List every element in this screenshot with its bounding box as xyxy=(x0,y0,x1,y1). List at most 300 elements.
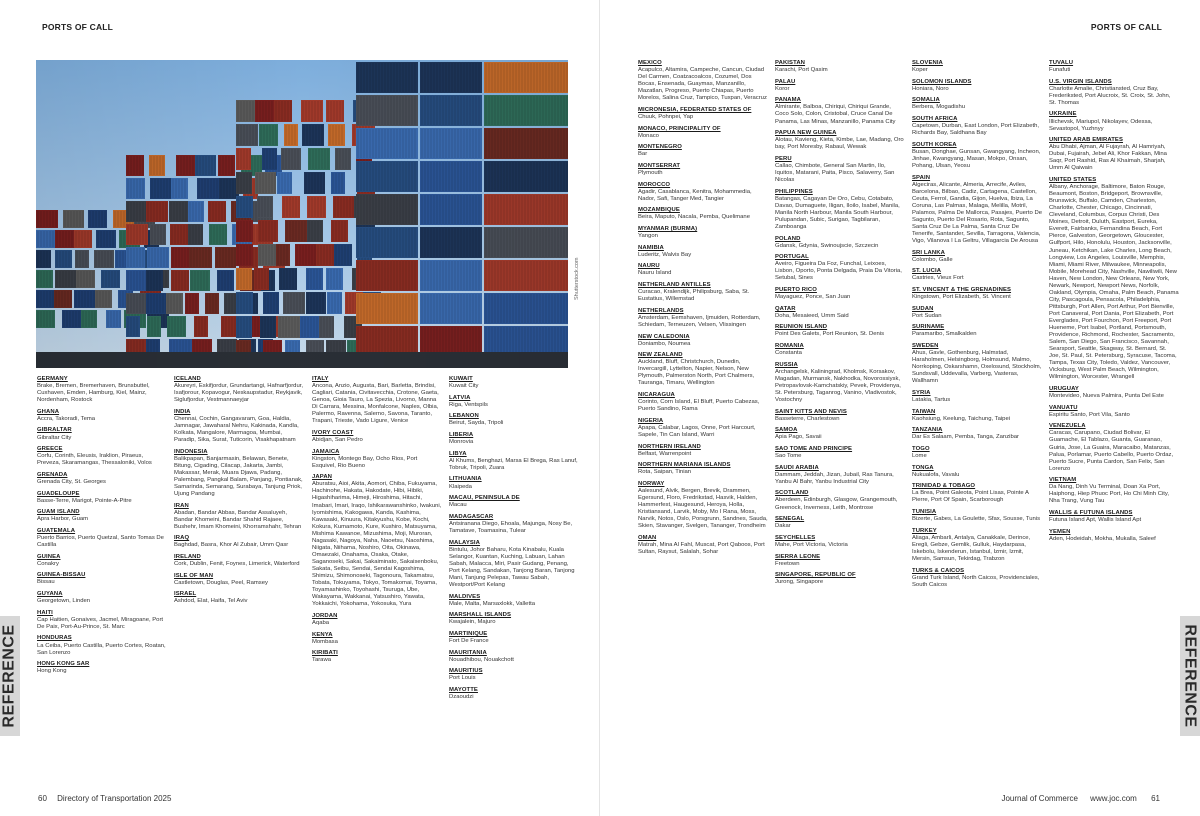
port-list: Algeciras, Alicante, Almeria, Arrecife, Aviles, Barcelona, Bilbao, Cadiz, Cartagena, Castellon, Ceuta, Ferrol, Gandia, Gijon, Huelva, Ibiza, La Coruna, Las Palmas, Malaga, Melilla, Motril, Palamos, Palma De Mallorca, Pasajes, Puerto De Sagunto, Puerto Del Rosario, Rota, Sagunto, Santa Cruz De La Palma, Santa Cruz De Tenerife, Santander, Sevilla, Tarragona, Valencia, Vigo, Vilanova I La Geltru, Villagarcia De Arousa xyxy=(912,181,1042,244)
country-name: SAUDI ARABIA xyxy=(775,464,819,471)
column-1 xyxy=(37,376,167,680)
port-list: Tarawa xyxy=(312,657,331,664)
country-name: KENYA xyxy=(312,631,333,638)
country-entry xyxy=(638,226,768,240)
port-list: Puerto Barrios, Puerto Quetzal, Santo Tomas De Castilla xyxy=(37,535,164,549)
country-entry xyxy=(638,282,768,303)
country-name: MAYOTTE xyxy=(449,686,478,693)
country-name: IRELAND xyxy=(174,554,201,560)
country-entry xyxy=(638,308,768,329)
port-list: Monaco xyxy=(638,132,659,139)
port-list: Callao, Chimbote, General San Martin, Ilo, Iquitos, Matarani, Paita, Pisco, Salaverry, San Nicolas xyxy=(775,162,895,184)
country-name: IRAN xyxy=(174,502,189,509)
country-name: ISLE OF MAN xyxy=(174,572,214,579)
country-entry xyxy=(638,535,768,556)
port-list: Ashdod, Elat, Haifa, Tel Aviv xyxy=(174,598,248,605)
port-list: Curacao, Kralendijk, Philipsburg, Saba, St. Eustatius, Willemstad xyxy=(638,289,750,303)
country-entry xyxy=(912,250,1042,264)
port-list: Ancona, Anzio, Augusta, Bari, Barletta, Brindisi, Cagliari, Catania, Civitavecchia, Crotone, Gaeta, Genoa, Gioia Tauro, La Spezia, Livorno, Manna Di Carrara, Messina, Monfalcone, Naples, Olbia, Palermo, Ravenna, Salerno, Savona, Taranto, Trapani, Trieste, Vado Ligure, Venice xyxy=(312,383,439,425)
port-list: Yangon xyxy=(638,233,658,240)
country-name: MICRONESIA, FEDERATED STATES OF xyxy=(638,106,752,113)
country-name: IRAQ xyxy=(174,535,190,542)
country-name: VIETNAM xyxy=(1049,477,1077,484)
country-name: NETHERLANDS xyxy=(638,307,684,314)
country-name: INDIA xyxy=(174,408,191,415)
port-list: Beirut, Sayda, Tripoli xyxy=(449,420,504,427)
port-list: Kingstown, Port Elizabeth, St. Vincent xyxy=(912,294,1011,301)
port-list: Berbera, Mogadishu xyxy=(912,104,966,111)
country-name: GREECE xyxy=(37,446,63,453)
country-entry xyxy=(912,446,1042,460)
country-entry xyxy=(449,612,579,626)
country-name: LIBERIA xyxy=(449,432,474,439)
port-list: Kuwait City xyxy=(449,383,479,390)
port-list: Rota, Saipan, Tinian xyxy=(638,469,692,476)
port-list: Karachi, Port Qasim xyxy=(775,67,828,74)
country-entry xyxy=(638,126,768,140)
country-entry xyxy=(775,427,905,441)
country-entry xyxy=(775,156,905,184)
country-name: LATVIA xyxy=(449,394,471,401)
country-entry xyxy=(449,668,579,682)
page-number-left: 60 xyxy=(38,794,47,803)
country-entry xyxy=(1049,529,1179,543)
country-entry xyxy=(1049,405,1179,419)
port-list: Baghdad, Basra, Khor Al Zubair, Umm Qasr xyxy=(174,542,289,549)
port-list: Da Nang, Dinh Vu Terminal, Doan Xa Port, Haiphong, Hiep Phuoc Port, Ho Chi Minh City, Nha Trang, Vung Tau xyxy=(1049,484,1170,505)
country-name: SAMOA xyxy=(775,427,798,434)
country-name: NORTHERN IRELAND xyxy=(638,443,701,450)
port-list: Charlotte Amalie, Christiansted, Cruz Bay, Frederiksted, Port Alucroix, St. Croix, St. John, St. Thomas xyxy=(1049,85,1171,106)
country-entry xyxy=(312,449,442,470)
port-list: Alotau, Kavieng, Kieta, Kimbe, Lae, Madang, Oro bay, Port Moresby, Rabaul, Wewak xyxy=(775,137,904,151)
country-entry xyxy=(449,495,579,509)
country-name: NETHERLAND ANTILLES xyxy=(638,282,711,289)
port-list: Aburatsu, Aioi, Akita, Aomori, Chiba, Fukuyama, Hachinohe, Hakata, Hakodate, Hibi, Hibiki, Higashiharima, Himeji, Hiroshima, Hitachi, Imabari, Imari, Iraqo, Ishikarawanshinko, Iwakuni, Iyomishima, Kakogawa, Kanda, Kashima, Kawasaki, Kinuura, Kitakyushu, Kobe, Kochi, Kokura, Kumamoto, Kure, Kushiro, Matsuyama, Mishima Kawanoe, Mizushima, Moji, Muroran, Nagasaki, Nagoya, Naha, Naoetsu, Naoshima, Niigata, Niihama, Noshiro, Oita, Okinawa, Omaezaki, Onahama, Osaka, Otake, Saganoseki, Sakai, Sakaiminato, Sakaisenboku, Sakata, Seibu, Sendai, Sendai Kagoshima, Shimizu, Shimonoseki, Tagonoura, Takamatsu, Tobata, Tokuyama, Tokyo, Tomakomai, Toyama, Toyamashinko, Toyohashi, Tsuruga, Ube, Wakayama, Wakkanai, Yatsushiro, Yawata, Yokkaichi, Yokohama, Yokosuka, Yura xyxy=(312,481,442,608)
port-list: Point Des Galets, Port Reunion, St. Denis xyxy=(775,331,885,338)
country-name: PALAU xyxy=(775,78,796,85)
port-list: Freetown xyxy=(775,560,800,567)
country-name: TURKEY xyxy=(912,527,937,534)
country-name: PORTUGAL xyxy=(775,254,809,261)
country-name: MARTINIQUE xyxy=(449,630,488,637)
country-entry xyxy=(638,144,768,158)
country-name: KUWAIT xyxy=(449,376,473,382)
port-list: Luderitz, Walvis Bay xyxy=(638,251,692,258)
column-3 xyxy=(312,376,442,669)
country-name: ST. VINCENT & THE GRENADINES xyxy=(912,287,1012,294)
country-entry xyxy=(174,535,304,549)
port-list: La Brea, Point Galeota, Point Lisas, Pointe A Pierre, Port Of Spain, Scarborough xyxy=(912,490,1029,504)
country-entry xyxy=(775,306,905,320)
country-entry xyxy=(37,572,167,586)
port-list: Antsiranana Diego, Ehoala, Majunga, Nosy Be, Tamatave, Toamasina, Tulear xyxy=(449,520,573,534)
port-list: Nukualofa, Vavalu xyxy=(912,471,960,478)
port-list: Chuuk, Pohnpei, Yap xyxy=(638,113,694,120)
port-list: Cork, Dublin, Fenit, Foynes, Limerick, Waterford xyxy=(174,561,300,568)
containers-illustration xyxy=(36,60,568,368)
port-list: Auckland, Bluff, Christchurch, Dunedin, Invercargill, Lyttelton, Napier, Nelson, New Plymouth, Palmerston North, Port Chalmers, Tauranga, Timaru, Wellington xyxy=(638,359,755,387)
country-name: MOZAMBIQUE xyxy=(638,207,680,214)
country-name: MALAYSIA xyxy=(449,539,481,546)
country-entry xyxy=(37,509,167,523)
country-name: SWEDEN xyxy=(912,343,939,350)
port-list: Colombo, Galle xyxy=(912,256,953,263)
port-list: Belfast, Warrenpoint xyxy=(638,450,692,457)
country-entry xyxy=(312,650,442,664)
country-entry xyxy=(775,254,905,282)
country-name: ITALY xyxy=(312,376,329,382)
country-entry xyxy=(174,449,304,498)
country-name: INDONESIA xyxy=(174,448,208,455)
port-list: Kaohsiung, Keelung, Taichung, Taipei xyxy=(912,415,1011,422)
port-list: Dammam, Jeddah, Jizan, Jubail, Ras Tanura, Yanbu Al Bahr, Yanbu Industrial City xyxy=(775,471,894,485)
country-entry xyxy=(1049,111,1179,132)
country-entry xyxy=(775,343,905,357)
port-list: Basse-Terre, Marigot, Pointe-A-Pitre xyxy=(37,497,132,504)
country-name: JAMAICA xyxy=(312,448,340,455)
port-list: Macau xyxy=(449,502,467,509)
country-name: SPAIN xyxy=(912,174,931,181)
port-list: Bar xyxy=(638,151,648,158)
port-list: Illichevsk, Mariupol, Nikolayev, Odessa, Sevastopol, Yuzhnyy xyxy=(1049,118,1153,132)
country-entry xyxy=(312,376,442,425)
port-list: Riga, Ventspils xyxy=(449,401,488,408)
country-entry xyxy=(638,392,768,413)
port-list: Dar Es Salaam, Pemba, Tanga, Zanzibar xyxy=(912,434,1019,441)
country-name: LEBANON xyxy=(449,413,479,420)
port-list: Kwajalein, Majuro xyxy=(449,619,496,626)
country-entry xyxy=(638,207,768,221)
country-entry xyxy=(312,474,442,608)
port-list: Nouadhibou, Nouakchott xyxy=(449,656,514,663)
country-name: SIERRA LEONE xyxy=(775,553,821,560)
country-name: TOGO xyxy=(912,446,930,453)
column-7 xyxy=(912,60,1042,593)
country-entry xyxy=(449,432,579,446)
country-entry xyxy=(638,418,768,439)
port-list: Jurong, Singapore xyxy=(775,579,824,586)
port-list: Mayaguez, Ponce, San Juan xyxy=(775,294,851,301)
country-entry xyxy=(775,189,905,231)
port-list: Paramaribo, Smalkalden xyxy=(912,331,977,338)
country-entry xyxy=(312,430,442,444)
publisher-name: Journal of Commerce xyxy=(1001,794,1078,803)
port-list: Caracas, Carupano, Ciudad Bolivar, El Guamache, El Tablazo, Guanta, Guaranao, Guiria, Jose, La Guaira, Maracaibo, Matanzas, Palua, Porlamar, Puerto Cabello, Puerto Ordaz, Puerto Sucre, Punta Cardon, San Felix, San Lorenzo xyxy=(1049,430,1174,472)
country-name: NICARAGUA xyxy=(638,392,675,399)
country-entry xyxy=(912,97,1042,111)
country-entry xyxy=(775,60,905,74)
port-list: Doniambo, Noumea xyxy=(638,340,691,347)
country-name: VENEZUELA xyxy=(1049,423,1086,430)
country-name: MONTSERRAT xyxy=(638,162,681,169)
port-list: Almirante, Balboa, Chiriqui, Chiriqui Grande, Coco Solo, Colon, Cristobal, Cruce Canal De Panama, Las Minas, Manzanillo, Panama City xyxy=(775,104,896,125)
country-entry xyxy=(638,182,768,203)
country-entry xyxy=(912,324,1042,338)
port-list: Futuna Island Apt, Wallis Island Apt xyxy=(1049,517,1142,524)
country-entry xyxy=(37,491,167,505)
country-name: SOUTH KOREA xyxy=(912,141,957,148)
country-entry xyxy=(912,142,1042,170)
country-entry xyxy=(174,376,304,404)
country-entry xyxy=(912,483,1042,504)
port-list: Bissau xyxy=(37,579,55,586)
port-list: Montevideo, Nueva Palmira, Punta Del Este xyxy=(1049,393,1164,400)
port-list: Bizerte, Gabes, La Goulette, Sfax, Sousse, Tunis xyxy=(912,516,1041,523)
country-entry xyxy=(312,613,442,627)
page-number-right: 61 xyxy=(1151,794,1160,803)
country-name: MADAGASCAR xyxy=(449,513,494,520)
country-name: SYRIA xyxy=(912,389,931,396)
country-entry xyxy=(1049,60,1179,74)
country-entry xyxy=(638,263,768,277)
publisher-website: www.joc.com xyxy=(1090,794,1137,803)
column-8 xyxy=(1049,60,1179,547)
country-entry xyxy=(912,306,1042,320)
country-name: PERU xyxy=(775,155,792,162)
port-list: Aalesund, Alvik, Bergen, Brevik, Drammen, Egersund, Floro, Fredrikstad, Hasvik, Halden, Hammerfest, Haugesund, Heroya, Holla, Kristiansand, Larvik, Moby, Mo I Rana, Moss, Narvik, Notos, Oslo, Porsgrunn, Sandnes, Sauda, Skien, Stavanger, Svelgen, Tananger, Trondheim xyxy=(638,487,768,530)
country-entry xyxy=(775,97,905,125)
country-entry xyxy=(37,610,167,631)
country-name: TONGA xyxy=(912,464,934,471)
country-entry xyxy=(449,594,579,608)
country-name: SEYCHELLES xyxy=(775,534,816,541)
country-name: ROMANIA xyxy=(775,343,804,350)
port-list: Klaipeda xyxy=(449,483,472,490)
port-list: Koror xyxy=(775,85,790,92)
country-name: MARSHALL ISLANDS xyxy=(449,612,512,619)
port-list: Archangelsk, Kaliningrad, Kholmsk, Korsakov, Magadan, Murmansk, Nakhodka, Novorossiysk, Petropavlovsk-Kamchatskiy, Pevek, Providenya, St. Petersburg, Taganrog, Vanino, Vladivostok, Vostochny xyxy=(775,368,901,403)
port-list: Aden, Hodeidah, Mokha, Mukalla, Saleef xyxy=(1049,535,1156,542)
port-list: Sao Tome xyxy=(775,453,802,460)
port-list: Conakry xyxy=(37,560,59,567)
country-name: JAPAN xyxy=(312,474,333,481)
country-name: LIBYA xyxy=(449,450,467,457)
port-list: Abadan, Bandar Abbas, Bandar Assaluyeh, Bandar Khomeini, Bandar Shahid Rajaee, Bushehr, Imam Khomeini, Khorramshahr, Tehran xyxy=(174,509,302,530)
country-name: LITHUANIA xyxy=(449,476,482,483)
country-name: JORDAN xyxy=(312,612,338,619)
port-list: La Ceiba, Puerto Castilla, Puerto Cortes, Roatan, San Lorenzo xyxy=(37,642,166,656)
port-list: Honiara, Noro xyxy=(912,85,949,92)
port-list: Kingston, Montego Bay, Ocho Rios, Port Esquivel, Rio Bueno xyxy=(312,455,418,469)
country-entry xyxy=(912,528,1042,563)
right-page xyxy=(600,0,1200,816)
country-entry xyxy=(912,287,1042,301)
footer-left xyxy=(38,794,171,803)
country-entry xyxy=(1049,177,1179,381)
country-name: GUINEA xyxy=(37,553,61,560)
country-entry xyxy=(775,516,905,530)
country-name: SURINAME xyxy=(912,324,945,331)
country-entry xyxy=(912,175,1042,245)
country-name: OMAN xyxy=(638,534,657,541)
country-entry xyxy=(775,535,905,549)
port-list: Capetown, Durban, East London, Port Elizabeth, Richards Bay, Saldhana Bay xyxy=(912,123,1040,137)
country-entry xyxy=(449,540,579,589)
country-name: SINGAPORE, REPUBLIC OF xyxy=(775,572,856,579)
country-name: ISRAEL xyxy=(174,591,197,598)
country-name: SOLOMON ISLANDS xyxy=(912,78,972,85)
country-name: HONG KONG SAR xyxy=(37,661,90,668)
port-list: Mombasa xyxy=(312,638,338,645)
country-name: SRI LANKA xyxy=(912,249,945,256)
port-list: Grand Turk Island, North Caicos, Providenciales, South Caicos xyxy=(912,574,1040,588)
country-entry xyxy=(775,409,905,423)
country-name: ICELAND xyxy=(174,376,201,382)
port-list: Aveiro, Figueira Da Foz, Funchal, Leixoes, Lisbon, Oporto, Ponta Delgada, Praia Da Vitoria, Setubal, Sines xyxy=(775,261,902,282)
country-name: HONDURAS xyxy=(37,635,72,642)
country-entry xyxy=(37,376,167,404)
country-entry xyxy=(912,343,1042,385)
country-entry xyxy=(638,444,768,458)
country-entry xyxy=(37,528,167,549)
country-name: TANZANIA xyxy=(912,427,943,434)
country-entry xyxy=(174,573,304,587)
port-list: Doha, Mesaieed, Umm Said xyxy=(775,312,849,319)
country-name: TURKS & CAICOS xyxy=(912,567,965,574)
country-entry xyxy=(449,514,579,535)
port-list: Cap Haitien, Gonaives, Jacmel, Miragoane, Port De Paix, Port-Au-Prince, St. Marc xyxy=(37,616,164,630)
port-list: Nauru Island xyxy=(638,270,672,277)
port-list: Busan, Donghae, Gunsan, Gwangyang, Incheon, Jinhae, Kwangyang, Masan, Mokpo, Onsan, Pohang, Ulsan, Yeosu xyxy=(912,148,1041,169)
running-head-right: PORTS OF CALL xyxy=(1090,22,1162,32)
country-entry xyxy=(775,490,905,511)
country-entry xyxy=(37,472,167,486)
country-name: UNITED STATES xyxy=(1049,177,1097,184)
country-name: TAIWAN xyxy=(912,408,936,415)
country-name: NEW ZEALAND xyxy=(638,352,683,359)
photo-credit: Shutterstock.com xyxy=(574,257,580,300)
port-list: Gdansk, Gdynia, Swinoujscie, Szczecin xyxy=(775,242,879,249)
country-name: NIGERIA xyxy=(638,417,664,424)
country-name: REUNION ISLAND xyxy=(775,324,828,331)
country-name: NAURU xyxy=(638,263,660,270)
country-name: MAURITIUS xyxy=(449,668,483,675)
country-entry xyxy=(775,79,905,93)
country-entry xyxy=(775,572,905,586)
country-name: UKRAINE xyxy=(1049,111,1077,118)
country-entry xyxy=(638,352,768,387)
country-name: MOROCCO xyxy=(638,181,671,188)
port-list: Port Louis xyxy=(449,675,476,682)
country-entry xyxy=(449,413,579,427)
country-name: GUADELOUPE xyxy=(37,490,80,497)
country-name: SCOTLAND xyxy=(775,490,809,497)
country-name: SUDAN xyxy=(912,305,934,312)
country-name: GUAM ISLAND xyxy=(37,509,80,516)
port-list: Male, Malta, Marsaxlokk, Valletta xyxy=(449,600,535,607)
reference-tab-left xyxy=(0,616,20,736)
country-entry xyxy=(37,661,167,675)
country-entry xyxy=(638,60,768,102)
country-name: GRENADA xyxy=(37,471,68,478)
country-name: PAKISTAN xyxy=(775,60,806,66)
country-name: SENEGAL xyxy=(775,516,805,523)
port-list: Matrah, Mina Al Fahl, Muscat, Port Qaboos, Port Sultan, Raysut, Salalah, Sohar xyxy=(638,541,765,555)
country-name: MONACO, PRINCIPALITY OF xyxy=(638,125,721,132)
country-name: MEXICO xyxy=(638,60,662,66)
country-entry xyxy=(912,568,1042,589)
country-name: SAO TOME AND PRINCIPE xyxy=(775,446,853,453)
country-name: TUVALU xyxy=(1049,60,1074,66)
port-list: Georgetown, Linden xyxy=(37,598,91,605)
country-name: PHILIPPINES xyxy=(775,188,813,195)
country-entry xyxy=(912,465,1042,479)
country-entry xyxy=(37,446,167,467)
country-entry xyxy=(37,554,167,568)
port-list: Abu Dhabi, Ajman, Al Fujayrah, Al Hamriyah, Dubai, Fujairah, Jebel Ali, Khor Fakkan, Mina Saqr, Port Rashid, Ras Al Khaimah, Sharjah, Umm Al Qaiwain xyxy=(1049,144,1167,172)
country-name: SOUTH AFRICA xyxy=(912,116,958,123)
country-name: SAINT KITTS AND NEVIS xyxy=(775,408,847,415)
column-4 xyxy=(449,376,579,706)
country-entry xyxy=(912,79,1042,93)
country-name: GUYANA xyxy=(37,591,63,598)
country-name: NEW CALEDONIA xyxy=(638,333,690,340)
country-entry xyxy=(1049,386,1179,400)
port-list: Apra Harbor, Guam xyxy=(37,516,89,523)
country-entry xyxy=(449,451,579,472)
port-list: Chennai, Cochin, Gangavaram, Goa, Haldia, Jamnagar, Jawaharal Nehru, Kakinada, Kandla, Kolkata, Mangalore, Marmagoa, Mumbai, Paradip, Sika, Surat, Tuticorin, Visakhapatnam xyxy=(174,415,299,443)
port-list: Latakia, Tartus xyxy=(912,397,951,403)
port-list: Albany, Anchorage, Baltimore, Baton Rouge, Beaumont, Boston, Bridgeport, Brownsville, Brunswick, Buffalo, Camden, Charleston, Charlotte, Chester, Chicago, Cincinnati, Cleveland, Columbus, Corpus Christi, Des Moines, Detroit, Duluth, Eastport, Eureka, Everett, Fairbanks, Fernandina Beach, Fort Pierce, Galveston, Georgetown, Gloucester, Gulfport, Hilo, Honolulu, Houston, Jacksonville, Juneau, Ketchikan, Lake Charles, Long Beach, Longview, Los Angeles, Louisville, Memphis, Miami, Miami River, Milwaukee, Minneapolis, Mobile, Morehead City, Nashville, Nawiliwili, New Haven, New London, New Orleans, New York, Newark, Newport, Newport News, Norfolk, Oakland, Olympia, Omaha, Palm Beach, Panama City, Pascagoula, Pensacola, Philadelphia, Pittsburgh, Port Allen, Port Arthur, Port Bienville, Port Canaveral, Port Dania, Port Elizabeth, Port Everglades, Port Fourchon, Port Freeport, Port Hueneme, Port Isabel, Portland, Portsmouth, Providence, Richmond, Rochester, Sacramento, Salem, San Diego, San Francisco, Savannah, Searsport, Seattle, Skagway, St. Bernard, St. Joe, St. Paul, St. Petersburg, Syracuse, Tacoma, Tampa, Texas City, Toledo, Valdez, Vancouver, Vicksburg, West Palm Beach, Wilmington, Wilmington, Worcester, Wrangell xyxy=(1049,184,1179,381)
footer-right xyxy=(1001,794,1160,803)
country-entry xyxy=(449,395,579,409)
country-name: URUGUAY xyxy=(1049,385,1079,392)
country-name: SOMALIA xyxy=(912,97,940,104)
port-list: Plymouth xyxy=(638,169,663,176)
country-name: PUERTO RICO xyxy=(775,287,817,294)
port-list: Aberdeen, Edinburgh, Glasgow, Grangemouth, Greenock, Inverness, Leith, Montrose xyxy=(775,497,898,511)
country-entry xyxy=(775,554,905,568)
country-entry xyxy=(775,130,905,151)
country-name: MYANMAR (BURMA) xyxy=(638,226,698,233)
country-entry xyxy=(174,503,304,531)
port-list: Gibraltar City xyxy=(37,434,72,441)
reference-tab-label: REFERENCE xyxy=(1,624,18,728)
port-list: Espiritu Santo, Port Vila, Santo xyxy=(1049,411,1130,418)
column-2 xyxy=(174,376,304,610)
shipping-containers-photo xyxy=(36,60,568,368)
port-list: Castletown, Douglas, Peel, Ramsey xyxy=(174,579,268,586)
country-name: MONTENEGRO xyxy=(638,144,682,151)
country-entry xyxy=(1049,510,1179,524)
country-name: GIBRALTAR xyxy=(37,427,72,434)
country-entry xyxy=(449,376,579,390)
port-list: Lome xyxy=(912,453,927,460)
port-list: Al Khums, Benghazi, Marsa El Brega, Ras Lanuf, Tobruk, Tripoli, Zuara xyxy=(449,457,578,471)
port-list: Aliaga, Ambarli, Antalya, Canakkale, Derince, Eregli, Gebze, Gemlik, Gulluk, Haydarpasa, Iskebolu, Iskenderun, Istanbul, Izmir, Izmit, Mersin, Samsun, Tekirdag, Trabzon xyxy=(912,534,1031,562)
country-entry xyxy=(37,427,167,441)
country-name: NORWAY xyxy=(638,480,665,487)
country-entry xyxy=(37,409,167,423)
port-list: Grenada City, St. Georges xyxy=(37,478,106,485)
country-entry xyxy=(912,390,1042,404)
country-entry xyxy=(638,481,768,530)
country-entry xyxy=(775,287,905,301)
port-list: Balikpapan, Banjarmasin, Belawan, Benete, Bitung, Cigading, Cilacap, Jakarta, Jambi, Makassar, Merak, Muara Djawa, Padang, Palembang, Pangkal Balam, Panjang, Pontianak, Samarinda, Semarang, Surabaya, Tanjung Priok, Ujung Pandang xyxy=(174,455,303,497)
port-list: Fort De France xyxy=(449,637,489,644)
port-list: Brake, Bremen, Bremerhaven, Brunsbuttel, Cuxhaven, Emden, Hamburg, Kiel, Mainz, Nordenham, Rostock xyxy=(37,383,150,404)
country-entry xyxy=(638,107,768,121)
country-name: WALLIS & FUTUNA ISLANDS xyxy=(1049,510,1133,517)
country-name: QATAR xyxy=(775,305,796,312)
country-entry xyxy=(449,476,579,490)
port-list: Agadir, Casablanca, Kenitra, Mohammedia, Nador, Safi, Tanger Med, Tangier xyxy=(638,188,752,202)
country-entry xyxy=(37,591,167,605)
country-name: MALDIVES xyxy=(449,593,481,600)
country-name: PANAMA xyxy=(775,97,802,104)
port-list: Dakar xyxy=(775,523,791,530)
